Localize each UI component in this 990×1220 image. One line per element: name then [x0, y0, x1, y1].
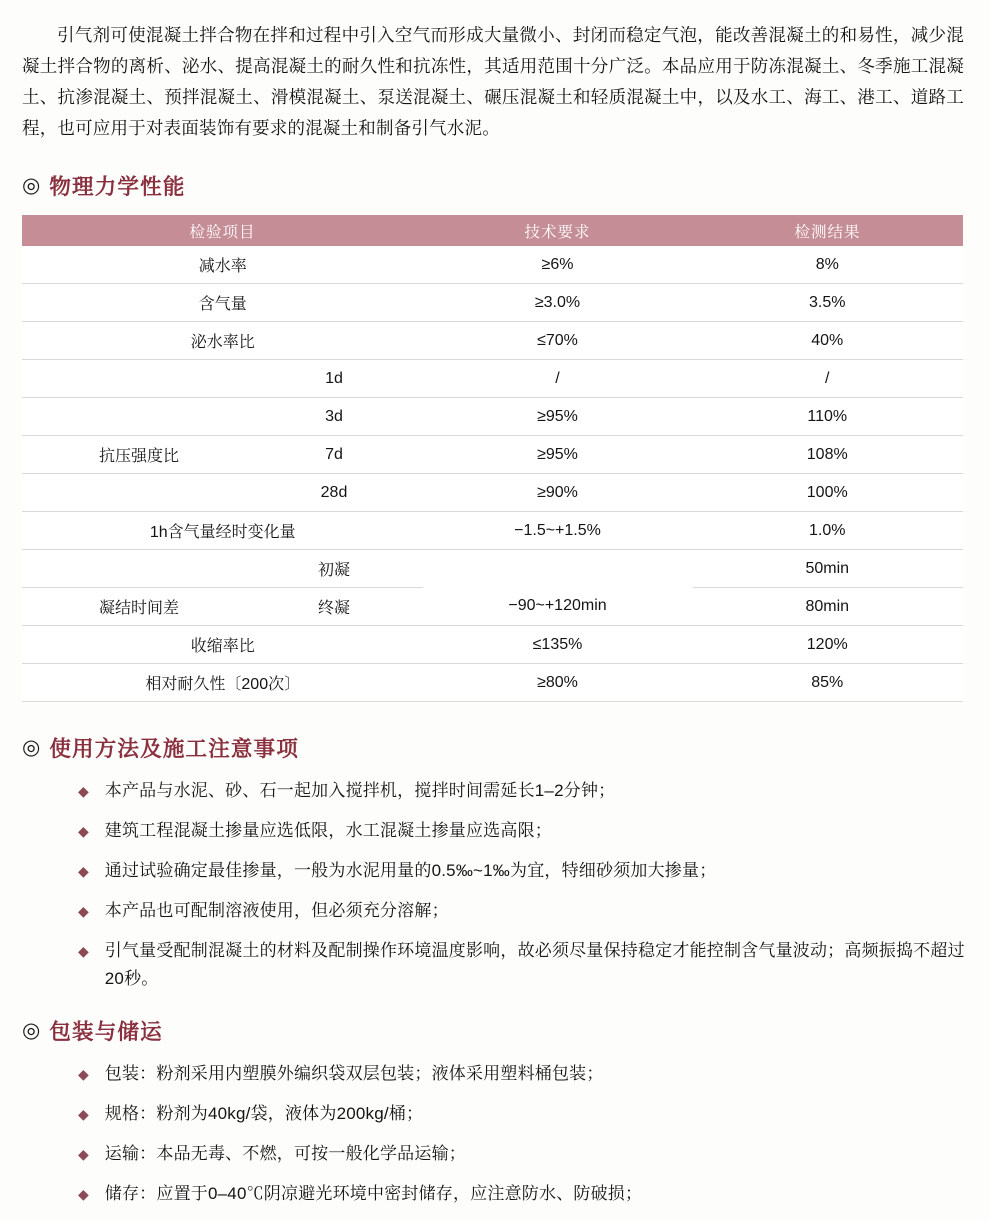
- ring-icon: ◎: [22, 736, 41, 759]
- diamond-bullet-icon: ◆: [78, 823, 89, 839]
- section-heading-packaging: [22, 1015, 968, 1046]
- cell-requirement: ≥95%: [423, 436, 693, 474]
- cell-sub-label: 3d: [325, 407, 343, 425]
- table-row: [23, 664, 963, 702]
- cell-item: [23, 588, 423, 626]
- cell-result: 8%: [693, 246, 963, 284]
- cell-requirement: ≥90%: [423, 474, 693, 512]
- cell-result: 110%: [693, 398, 963, 436]
- cell-result: 108%: [693, 436, 963, 474]
- table-header-requirement: 技术要求: [423, 216, 693, 246]
- diamond-bullet-icon: ◆: [78, 943, 89, 959]
- cell-sub-label: 初凝: [317, 562, 350, 579]
- cell-item-label: 凝结时间差: [98, 600, 179, 617]
- cell-requirement: ≥6%: [423, 246, 693, 284]
- table-row: [23, 512, 963, 550]
- table-row: [23, 436, 963, 474]
- table-row: [23, 322, 963, 360]
- cell-item-label: 抗压强度比: [98, 448, 179, 465]
- cell-requirement: −90~+120min: [423, 588, 693, 626]
- cell-item: [23, 436, 423, 474]
- list-item-text: 规格：粉剂为40kg/袋，液体为200kg/桶；: [104, 1104, 424, 1123]
- cell-item: 泌水率比: [23, 322, 423, 360]
- list-item-text: 通过试验确定最佳掺量，一般为水泥用量的0.5‰~1‰为宜，特细砂须加大掺量；: [104, 861, 717, 880]
- list-item: [78, 817, 968, 845]
- table-row: [23, 398, 963, 436]
- cell-result: 50min: [693, 550, 963, 588]
- diamond-bullet-icon: ◆: [78, 783, 89, 799]
- cell-sub-label: 1d: [325, 369, 343, 387]
- list-item: [78, 857, 968, 885]
- cell-requirement: ≥80%: [423, 664, 693, 702]
- list-item-text: 运输：本品无毒、不燃，可按一般化学品运输；: [104, 1144, 466, 1163]
- specification-table: [22, 215, 963, 702]
- cell-item: [23, 550, 423, 588]
- table-row: [23, 360, 963, 398]
- cell-item: 减水率: [23, 246, 423, 284]
- table-row: [23, 246, 963, 284]
- cell-item: 收缩率比: [23, 626, 423, 664]
- table-header-row: [23, 216, 963, 246]
- cell-item: 含气量: [23, 284, 423, 322]
- cell-sub-label: 28d: [320, 483, 348, 501]
- cell-item: [23, 398, 423, 436]
- list-item-text: 本产品也可配制溶液使用，但必须充分溶解；: [104, 901, 449, 920]
- cell-requirement: /: [423, 360, 693, 398]
- diamond-bullet-icon: ◆: [78, 863, 89, 879]
- cell-requirement: ≥95%: [423, 398, 693, 436]
- list-item-text: 包装：粉剂采用内塑膜外编织袋双层包装；液体采用塑料桶包装；: [104, 1064, 604, 1083]
- section-title-properties: 物理力学性能: [49, 175, 186, 200]
- cell-sub-label: 终凝: [317, 600, 350, 617]
- diamond-bullet-icon: ◆: [78, 1186, 89, 1202]
- cell-item: 1h含气量经时变化量: [23, 512, 423, 550]
- diamond-bullet-icon: ◆: [78, 1066, 89, 1082]
- ring-icon: ◎: [22, 1019, 41, 1042]
- list-item-text: 引气量受配制混凝土的材料及配制操作环境温度影响，故必须尽量保持稳定才能控制含气量波动；高频振捣不超过20秒。: [104, 941, 965, 988]
- list-item: [78, 937, 968, 993]
- list-item-text: 建筑工程混凝土掺量应选低限，水工混凝土掺量应选高限；: [104, 821, 552, 840]
- table-header-result: 检测结果: [693, 216, 963, 246]
- table-row: [23, 588, 963, 626]
- table-row: [23, 284, 963, 322]
- table-row: [23, 550, 963, 588]
- cell-result: 40%: [693, 322, 963, 360]
- intro-paragraph: 引气剂可使混凝土拌合物在拌和过程中引入空气而形成大量微小、封闭而稳定气泡，能改善混凝土的和易性，减少混凝土拌合物的离析、泌水、提高混凝土的耐久性和抗冻性，其适用范围十分广泛。本品应用于防冻混凝土、冬季施工混凝土、抗渗混凝土、预拌混凝土、滑模混凝土、泵送混凝土、碾压混凝土和轻质混凝土中，以及水工、海工、港工、道路工程，也可应用于对表面装饰有要求的混凝土和制备引气水泥。: [22, 25, 964, 138]
- diamond-bullet-icon: ◆: [78, 1146, 89, 1162]
- list-item: [78, 1140, 968, 1168]
- cell-requirement: [423, 550, 693, 588]
- list-item: [78, 897, 968, 925]
- cell-result: 120%: [693, 626, 963, 664]
- cell-sub-label: 7d: [325, 445, 343, 463]
- cell-item: [23, 360, 423, 398]
- cell-result: 85%: [693, 664, 963, 702]
- section-heading-properties: [22, 170, 968, 201]
- cell-result: 3.5%: [693, 284, 963, 322]
- list-item-text: 本产品与水泥、砂、石一起加入搅拌机，搅拌时间需延长1–2分钟；: [104, 781, 616, 800]
- cell-result: 80min: [693, 588, 963, 626]
- packaging-list: [22, 1060, 968, 1208]
- cell-requirement: ≤70%: [423, 322, 693, 360]
- cell-result: 1.0%: [693, 512, 963, 550]
- list-item: [78, 1060, 968, 1088]
- section-title-usage: 使用方法及施工注意事项: [49, 737, 300, 762]
- cell-item: [23, 474, 423, 512]
- cell-requirement: ≤135%: [423, 626, 693, 664]
- cell-requirement: −1.5~+1.5%: [423, 512, 693, 550]
- diamond-bullet-icon: ◆: [78, 903, 89, 919]
- usage-list: [22, 777, 968, 993]
- diamond-bullet-icon: ◆: [78, 1106, 89, 1122]
- list-item: [78, 1180, 968, 1208]
- cell-item: 相对耐久性〔200次〕: [23, 664, 423, 702]
- table-header-item: 检验项目: [23, 216, 423, 246]
- table-row: [23, 474, 963, 512]
- section-heading-usage: [22, 732, 968, 763]
- list-item-text: 储存：应置于0–40℃阴凉避光环境中密封储存，应注意防水、防破损；: [104, 1184, 643, 1203]
- list-item: [78, 777, 968, 805]
- cell-requirement: ≥3.0%: [423, 284, 693, 322]
- section-title-packaging: 包装与储运: [49, 1020, 163, 1045]
- cell-result: /: [693, 360, 963, 398]
- list-item: [78, 1100, 968, 1128]
- ring-icon: ◎: [22, 174, 41, 197]
- table-row: [23, 626, 963, 664]
- cell-result: 100%: [693, 474, 963, 512]
